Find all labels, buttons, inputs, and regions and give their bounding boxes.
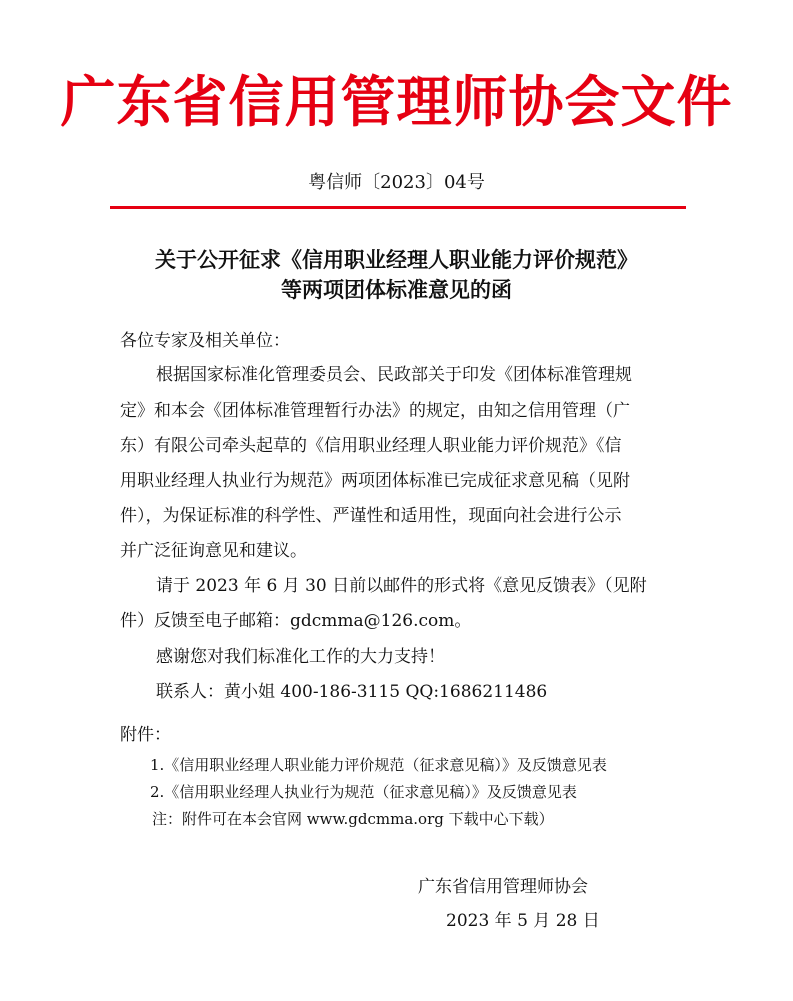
attachments-label: 附件： <box>120 725 171 745</box>
paragraph-1-line: 并广泛征询意见和建议。 <box>120 541 307 561</box>
paragraph-1-line: 东）有限公司牵头起草的《信用职业经理人职业能力评价规范》《信 <box>120 436 622 456</box>
paragraph-2-line: 请于 2023 年 6 月 30 日前以邮件的形式将《意见反馈表》（见附 <box>156 576 647 596</box>
paragraph-1-line: 件），为保证标准的科学性、严谨性和适用性，现面向社会进行公示 <box>120 506 622 526</box>
document-number: 粤信师〔2023〕04号 <box>308 172 485 193</box>
paragraph-2-line: 件）反馈至电子邮箱：gdcmma@126.com。 <box>120 611 472 631</box>
attachment-note: 注：附件可在本会官网 www.gdcmma.org 下载中心下载） <box>152 810 554 828</box>
paragraph-1-line: 用职业经理人执业行为规范》两项团体标准已完成征求意见稿（见附 <box>120 471 630 491</box>
thanks-line: 感谢您对我们标准化工作的大力支持！ <box>156 647 445 667</box>
document-org-title: 广东省信用管理师协会文件 <box>60 70 733 134</box>
attachment-item: 2.《信用职业经理人执业行为规范（征求意见稿）》及反馈意见表 <box>150 783 577 801</box>
signature-org: 广东省信用管理师协会 <box>418 877 588 897</box>
attachment-item: 1.《信用职业经理人职业能力评价规范（征求意见稿）》及反馈意见表 <box>150 756 607 774</box>
paragraph-1-line: 定》和本会《团体标准管理暂行办法》的规定，由知之信用管理（广 <box>120 401 630 421</box>
contact-line: 联系人：黄小姐 400-186-3115 QQ:1686211486 <box>156 682 548 702</box>
red-divider-line <box>110 206 686 209</box>
signature-date: 2023 年 5 月 28 日 <box>446 911 600 931</box>
document-title-line-2: 等两项团体标准意见的函 <box>281 277 512 302</box>
document-title-line-1: 关于公开征求《信用职业经理人职业能力评价规范》 <box>155 247 638 272</box>
paragraph-1-line: 根据国家标准化管理委员会、民政部关于印发《团体标准管理规 <box>156 365 632 385</box>
salutation: 各位专家及相关单位： <box>120 331 290 351</box>
